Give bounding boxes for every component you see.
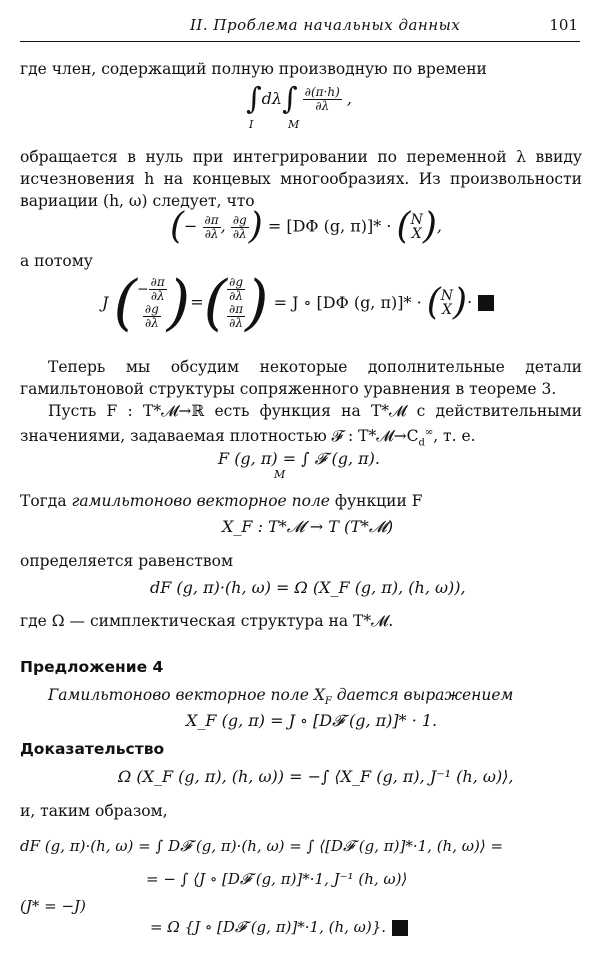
formula-omega: Ω (X_F (g, π), (h, ω)) = −∫ ⟨X_F (g, π), J⁻¹ (h, ω)⟩,: [118, 767, 514, 786]
header-rule: [20, 41, 580, 42]
qed-mark-2: [392, 920, 408, 936]
running-header: [20, 14, 580, 38]
formula-hamiltonian-field: X_F : T*𝓜 → T (T*𝓜): [222, 517, 394, 536]
integral-limit-i: I: [249, 118, 254, 131]
formula-time-derivative: ∫dλ∫ $\frac{\partial(\pi\cdot h)}{\partial\lambda}$ ,: [246, 81, 352, 117]
paragraph-1: где член, содержащий полную производную по времени: [20, 60, 487, 78]
formula-proposition: X_F (g, π) = J ∘ [D𝓕 (g, π)]* · 1.: [186, 711, 438, 730]
proposition-text: Гамильтоново векторное поле $X_F$ дается выражением: [48, 686, 514, 708]
qed-mark: [478, 295, 494, 311]
proof-title: Доказательство: [20, 740, 165, 758]
formula-f-density: F (g, π) = ∫ 𝓕 (g, π).: [218, 449, 380, 468]
formula-df-chain: dF (g, π)·(h, ω) = ∫ D𝓕 (g, π)·(h, ω) = ∫ ⟨[D𝓕 (g, π)]*·1, (h, ω)⟩ =: [20, 837, 504, 855]
formula-j-matrix: J (− $\frac{\partial\pi}{\partial\lambda}$ $\frac{\partial g}{\partial\lambda}$ )=( $\frac{\partial g}{\partial\lambda}$ $\frac{\partial\pi}{\partial\lambda}$ ) = J ∘ [DΦ (g, π)]* · (N X)·: [102, 276, 494, 330]
page-number: 101: [549, 16, 578, 34]
paragraph-2: обращается в нуль при интегрировании по переменной λ ввиду исчезновения h на концевых многообразиях. Из произвольности вариации (h, ω) следует, что: [20, 148, 582, 210]
paragraph-7: определяется равенством: [20, 552, 233, 570]
paragraph-4: Теперь мы обсудим некоторые дополнительные детали гамильтоновой структуры сопряженного уравнения в теореме 3.: [20, 358, 582, 398]
integral-limit-m2: M: [274, 468, 286, 481]
formula-df-chain-3: = Ω {J ∘ [D𝓕 (g, π)]*·1, (h, ω)}.: [150, 916, 408, 938]
integral-limit-m: M: [288, 118, 300, 131]
j-star-note: (J* = −J): [20, 897, 86, 915]
paragraph-9: и, таким образом,: [20, 802, 168, 820]
formula-symplectic: dF (g, π)·(h, ω) = Ω (X_F (g, π), (h, ω)),: [150, 578, 466, 597]
paragraph-5: Пусть F : T*𝓜→ℝ есть функция на T*𝓜 с действительными значениями, задаваемая плотностью 𝓕 : $T*𝓜\to C_d^\infty$, т. е.: [20, 402, 582, 449]
formula-df-chain-2: = − ∫ ⟨J ∘ [D𝓕 (g, π)]*·1, J⁻¹ (h, ω)⟩: [146, 870, 408, 888]
proposition-title: Предложение 4: [20, 658, 164, 676]
header-title: II. Проблема начальных данных: [190, 16, 461, 34]
paragraph-3: а потому: [20, 252, 93, 270]
formula-variation: (− $\frac{\partial\pi}{\partial\lambda}$ , $\frac{\partial g}{\partial\lambda}$ ) = [DΦ (g, π)]* · (N X),: [170, 206, 442, 247]
paragraph-8: где Ω — симплектическая структура на T*𝓜.: [20, 612, 394, 630]
paragraph-6: Тогда гамильтоново векторное поле функции F: [20, 492, 423, 510]
